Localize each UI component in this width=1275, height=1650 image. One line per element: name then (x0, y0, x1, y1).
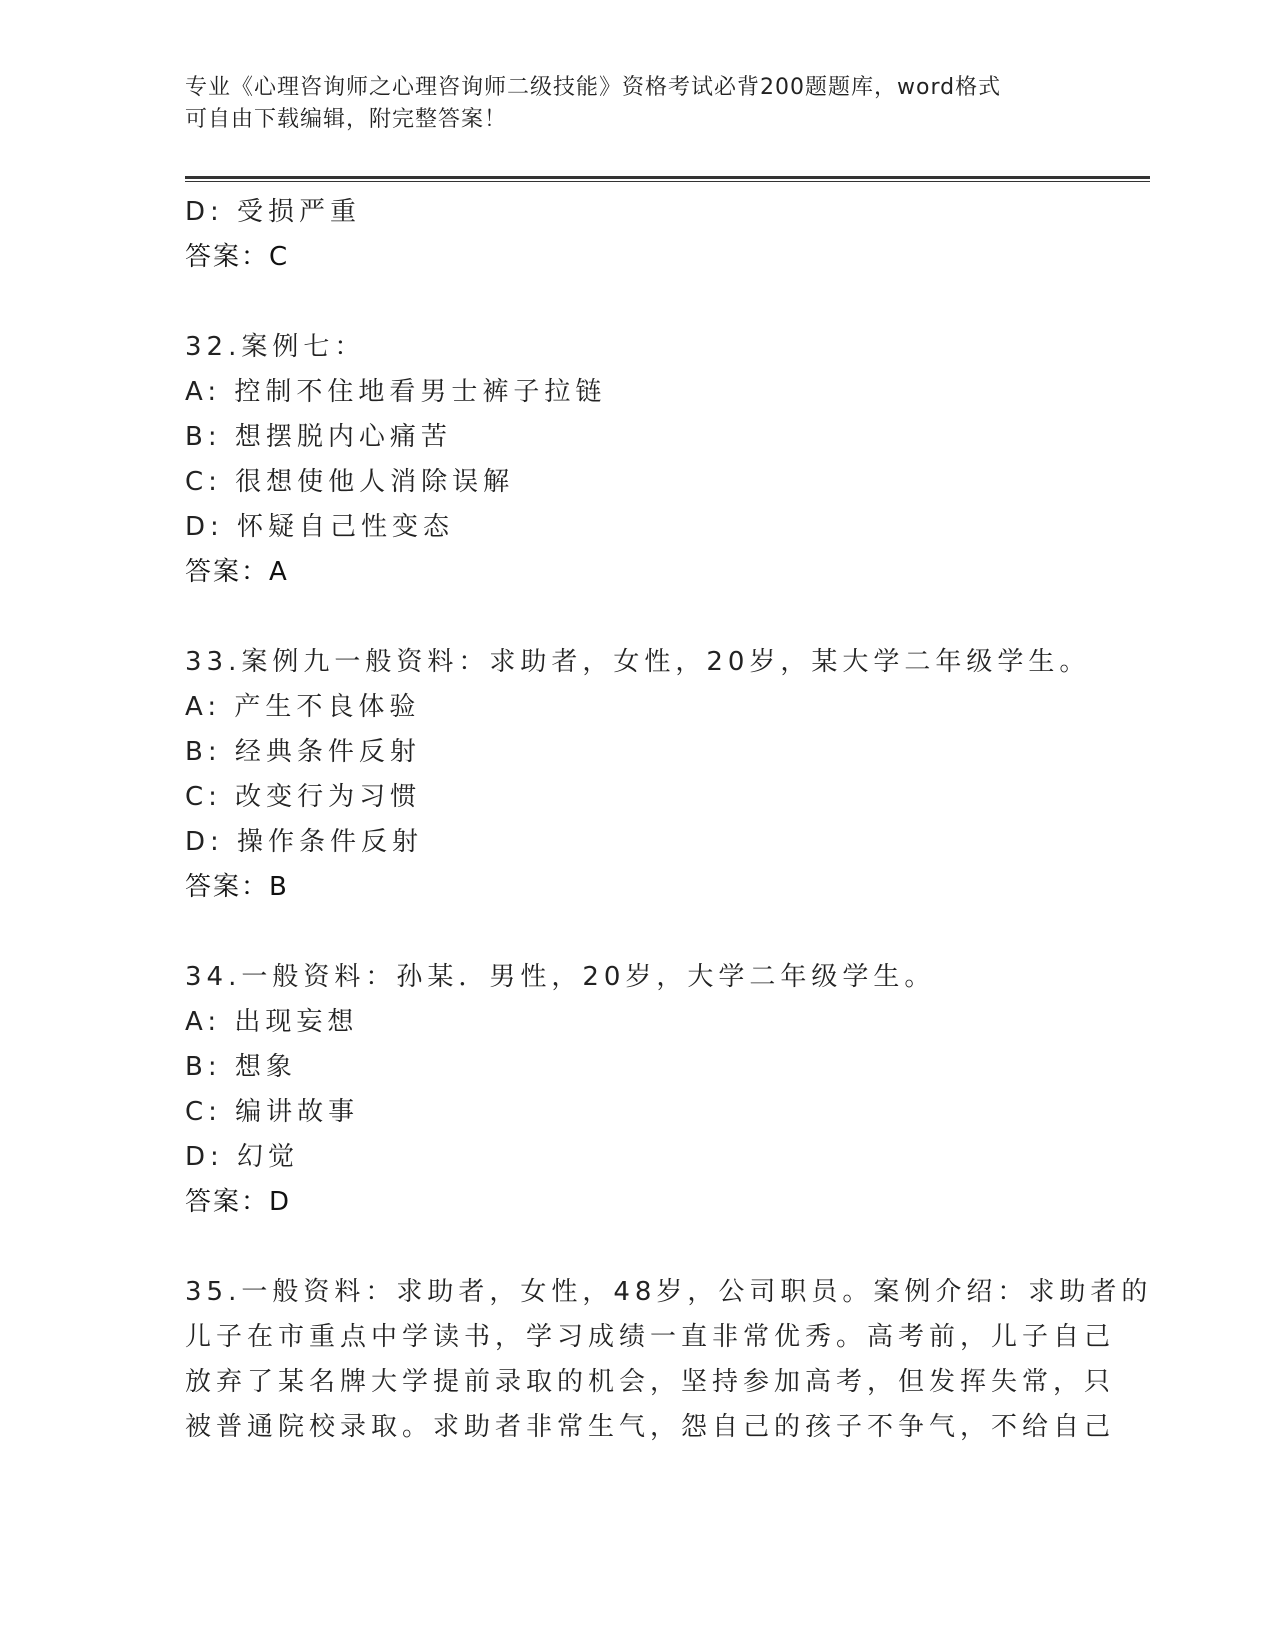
header-title-line-2: 可自由下载编辑，附完整答案！ (185, 107, 508, 132)
header-rule-thin (185, 181, 1150, 182)
answer-line: 答案：C (185, 242, 290, 272)
question-34 (185, 955, 1085, 1225)
question-33 (185, 640, 1091, 910)
option-b: B: 想摆脱内心痛苦 (185, 422, 452, 452)
question-31-tail (185, 190, 1085, 280)
spacer (185, 1225, 1085, 1270)
question-text: 33.案例九一般资料：求助者，女性，20岁，某大学二年级学生。 (185, 647, 1091, 677)
spacer (185, 595, 1085, 640)
answer-line: 答案：D (185, 1187, 292, 1217)
option-b: B: 想象 (185, 1052, 297, 1082)
option-a: A: 产生不良体验 (185, 692, 421, 722)
question-text-line-2: 儿子在市重点中学读书，学习成绩一直非常优秀。高考前，儿子自己 (185, 1322, 1116, 1352)
option-c: C: 编讲故事 (185, 1097, 360, 1127)
question-text: 34.一般资料：孙某．男性，20岁，大学二年级学生。 (185, 962, 936, 992)
question-text: 32.案例七： (185, 332, 366, 362)
question-text-line-3: 放弃了某名牌大学提前录取的机会，坚持参加高考，但发挥失常，只 (185, 1367, 1116, 1397)
document-body (185, 190, 1153, 1450)
option-d: D: 受损严重 (185, 197, 362, 227)
option-c: C: 很想使他人消除误解 (185, 467, 515, 497)
option-d: D: 操作条件反射 (185, 827, 424, 857)
question-text-line-1: 35.一般资料：求助者，女性，48岁，公司职员。案例介绍：求助者的 (185, 1277, 1153, 1307)
option-a: A: 出现妄想 (185, 1007, 359, 1037)
option-d: D: 幻觉 (185, 1142, 300, 1172)
question-32 (185, 325, 1085, 595)
document-header (185, 72, 1085, 136)
question-35 (185, 1270, 1153, 1450)
spacer (185, 280, 1085, 325)
header-title-line-1: 专业《心理咨询师之心理咨询师二级技能》资格考试必背200题题库，word格式 (185, 75, 1002, 100)
option-d: D: 怀疑自己性变态 (185, 512, 455, 542)
option-b: B: 经典条件反射 (185, 737, 421, 767)
question-text-line-4: 被普通院校录取。求助者非常生气，怨自己的孩子不争气，不给自己 (185, 1412, 1116, 1442)
option-a: A: 控制不住地看男士裤子拉链 (185, 377, 607, 407)
spacer (185, 910, 1085, 955)
option-c: C: 改变行为习惯 (185, 782, 422, 812)
header-rule-thick (185, 176, 1150, 179)
answer-line: 答案：B (185, 872, 289, 902)
answer-line: 答案：A (185, 557, 289, 587)
